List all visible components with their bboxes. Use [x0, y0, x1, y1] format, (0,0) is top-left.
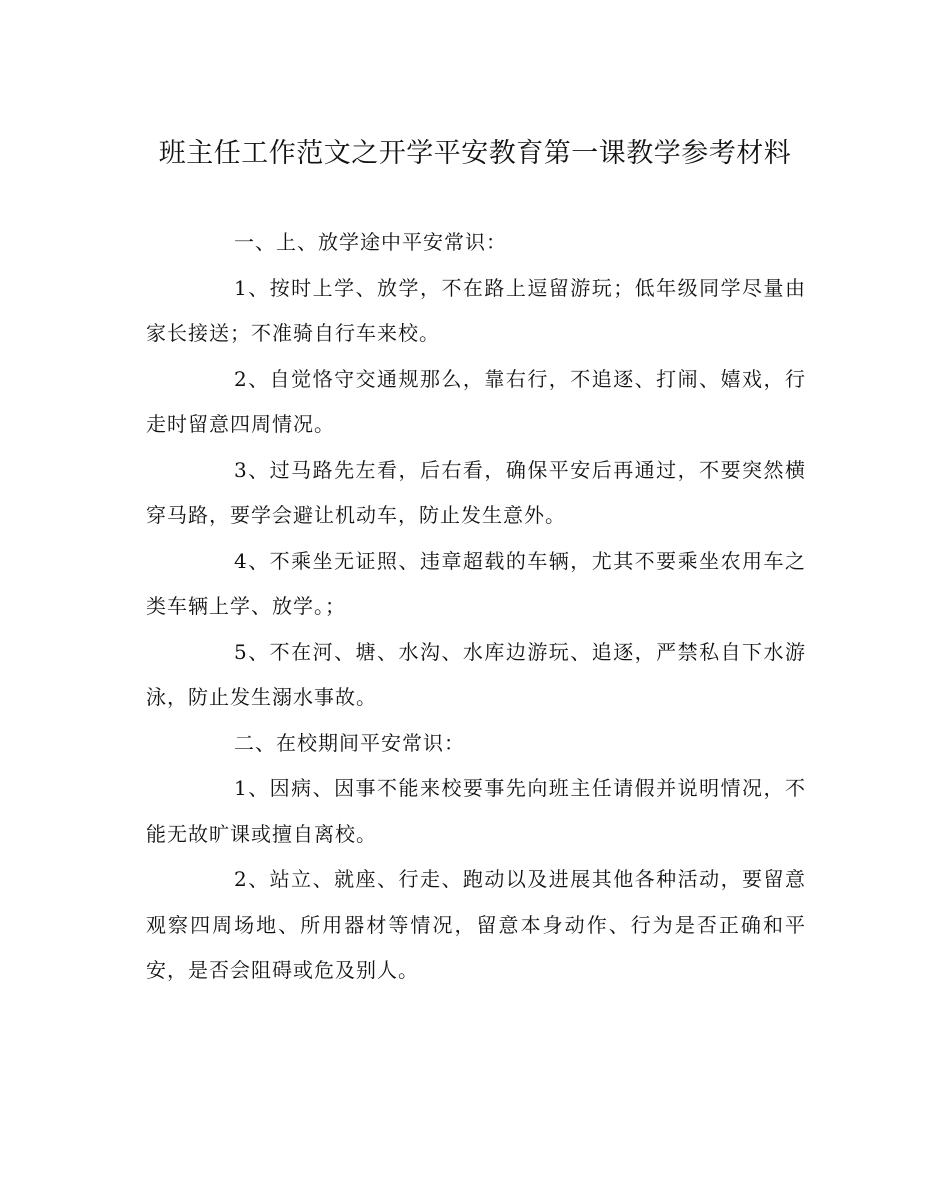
document-body: [146, 220, 806, 994]
paragraph-commute-item-4: 4、不乘坐无证照、违章超载的车辆，尤其不要乘坐农用车之类车辆上学、放学。；: [146, 548, 806, 618]
paragraph-commute-item-2: 2、自觉恪守交通规那么，靠右行，不追逐、打闹、嬉戏，行走时留意四周情况。: [146, 366, 806, 436]
paragraph-school-item-1: 1、因病、因事不能来校要事先向班主任请假并说明情况，不能无故旷课或擅自离校。: [146, 776, 806, 846]
paragraph-commute-item-5: 5、不在河、塘、水沟、水库边游玩、追逐，严禁私自下水游泳，防止发生溺水事故。: [146, 639, 806, 709]
section-heading-school-safety: 二、在校期间平安常识：: [234, 730, 465, 755]
section-heading-commute-safety: 一、上、放学途中平安常识：: [234, 230, 507, 254]
paragraph-commute-item-1: 1、按时上学、放学，不在路上逗留游玩；低年级同学尽量由家长接送；不准骑自行车来校。: [146, 275, 806, 345]
document-title: 班主任工作范文之开学平安教育第一课教学参考材料: [158, 138, 792, 169]
paragraph-school-item-2: 2、站立、就座、行走、跑动以及进展其他各种活动，要留意观察四周场地、所用器材等情况，留意本身动作、行为是否正确和平安，是否会阻碍或危及别人。: [146, 867, 806, 982]
paragraph-commute-item-3: 3、过马路先左看，后右看，确保平安后再通过，不要突然横穿马路，要学会避让机动车，防止发生意外。: [146, 457, 806, 527]
